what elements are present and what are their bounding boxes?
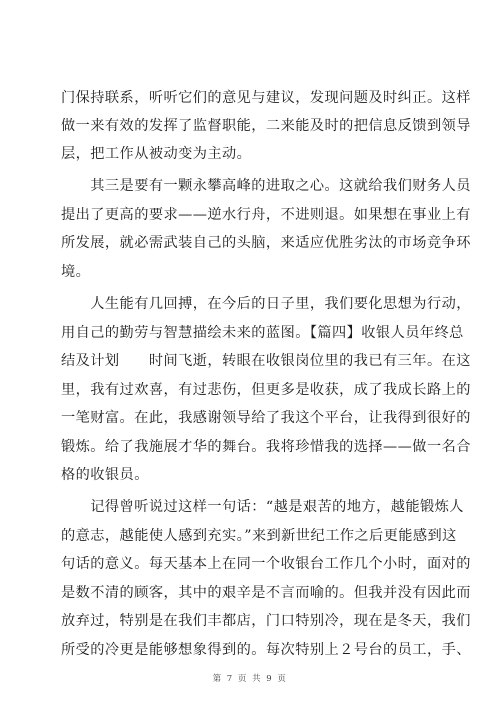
text-line: 门保持联系，听听它们的意见与建议，发现问题及时纠正。这样	[61, 90, 471, 106]
text-line: 是数不清的顾客，其中的艰辛是不言而喻的。但我并没有因此而	[61, 585, 471, 601]
text-line: 格的收银员。	[61, 467, 149, 483]
text-line: 锻炼。给了我施展才华的舞台。我将珍惜我的选择——做一名合	[61, 439, 471, 455]
page-number: 第 7 页 共 9 页	[212, 674, 288, 684]
text-line: 人生能有几回搏，在今后的日子里，我们要化思想为行动，	[61, 296, 471, 312]
text-line: 其三是要有一颗永攀高峰的进取之心。这就给我们财务人员	[61, 178, 471, 194]
text-line: 的意志，越能使人感到充实。”来到新世纪工作之后更能感到这	[61, 528, 457, 544]
text-line: 一笔财富。在此，我感谢领导给了我这个平台，让我得到很好的	[61, 410, 471, 426]
text-line: 结及计划 时间飞逝，转眼在收银岗位里的我已有三年。在这	[61, 353, 471, 369]
text-line: 所发展，就必需武装自己的头脑，来适应优胜劣汰的市场竞争环	[61, 235, 471, 251]
text-line: 提出了更高的要求——逆水行舟，不进则退。如果想在事业上有	[61, 207, 471, 223]
text-line: 放弃过，特别是在我们丰都店，门口特别冷，现在是冬天，我们	[61, 613, 471, 629]
text-line: 记得曾听说过这样一句话：“越是艰苦的地方，越能锻炼人	[61, 499, 464, 515]
text-line: 里，我有过欢喜，有过悲伤，但更多是收获，成了我成长路上的	[61, 382, 471, 398]
text-line: 所受的冷更是能够想象得到的。每次特别上２号台的员工，手、	[61, 642, 471, 658]
text-line: 做一来有效的发挥了监督职能，二来能及时的把信息反馈到领导	[61, 118, 471, 134]
text-line: 用自己的勤劳与智慧描绘未来的蓝图。【篇四】收银人员年终总	[61, 325, 464, 341]
text-line: 层，把工作从被动变为主动。	[61, 146, 252, 162]
text-line: 句话的意义。每天基本上在同一个收银台工作几个小时，面对的	[61, 556, 471, 572]
text-line: 境。	[61, 264, 91, 280]
